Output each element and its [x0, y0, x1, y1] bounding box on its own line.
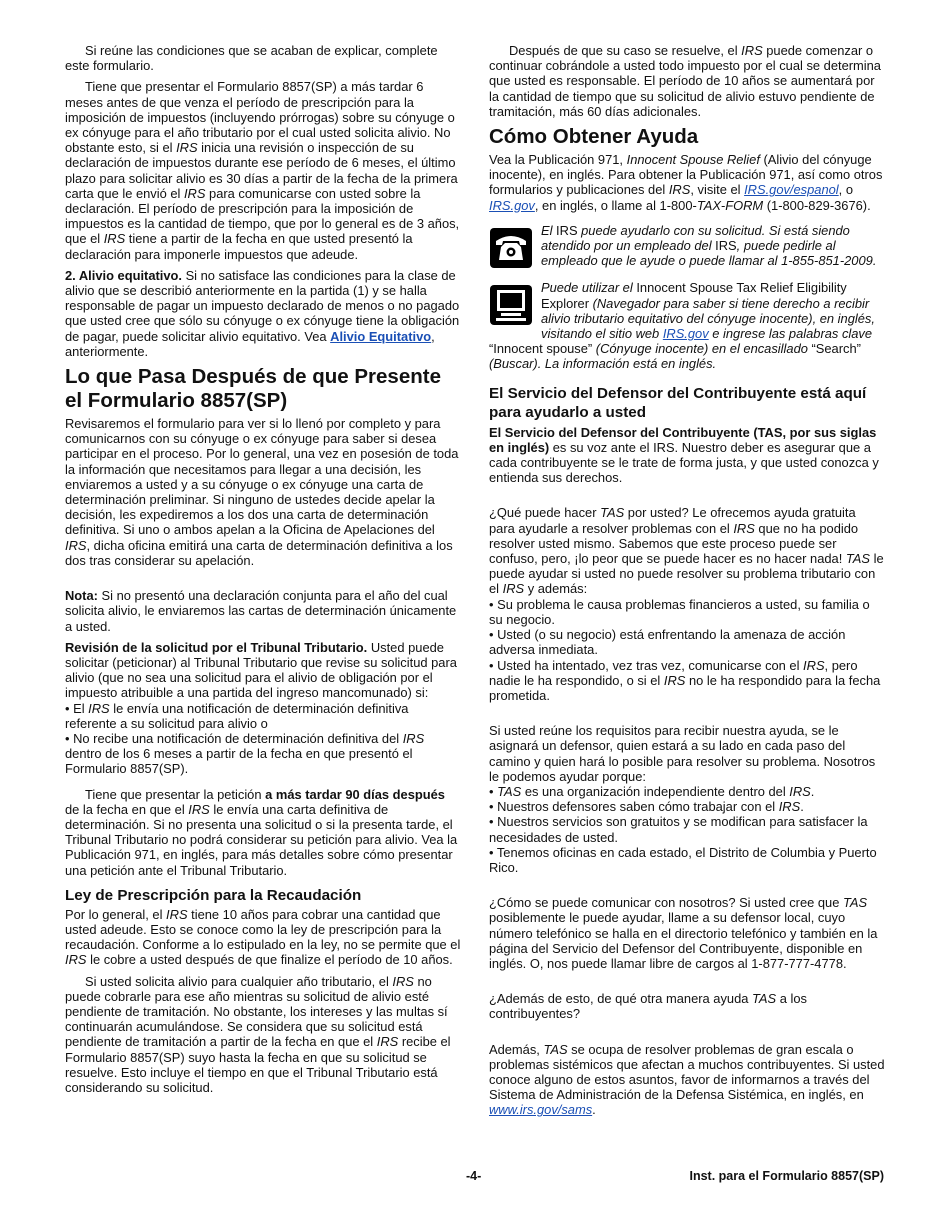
paragraph: Además, TAS se ocupa de resolver problemas de gran escala o problemas sistémicos que afectan a muchos contribuyentes. Si usted conoce alguno de estos asuntos, favor de informarnos a través del Sistema de Administración de la Defensa Sistémica, en inglés, en www.irs.gov/sams. [489, 1041, 885, 1118]
note-paragraph: Nota: Si no presentó una declaración conjunta para el año del cual solicita alivio, le enviaremos las cartas de determinación únicamente a usted. [65, 588, 457, 634]
paragraph: ¿Además de esto, de qué otra manera ayuda TAS a los contribuyentes? [489, 991, 807, 1022]
paragraph: ¿Cómo se puede comunicar con nosotros? Si usted cree que TAS posiblemente le puede ayudar, llame a su defensor local, cuyo número telefónico se halla en el directorio telefónico y también en la página del Servicio del Defensor del Contribuyente, disponible en inglés. O, nos puede llamar libre de cargos al 1-877-777-4778. [489, 895, 878, 971]
paragraph: Si usted reúne los requisitos para recibir nuestra ayuda, se le asignará un defensor, quien estará a su lado en cada paso del camino y quien hará lo posible para resolver su problema. Nosotros le podemos ayudar porque: [489, 723, 876, 784]
bullet-item: • Nuestros defensores saben cómo trabajar con el IRS. [489, 799, 804, 815]
page-number: -4- [466, 1169, 482, 1183]
alivio-equitativo-link[interactable]: Alivio Equitativo [330, 328, 432, 344]
paragraph: Tiene que presentar la petición a más tardar 90 días después de la fecha en que el IRS le envía una carta definitiva de determinación. Si no presenta una solicitud o si la presenta tarde, el Tribunal Tributario no podrá considerar su petición para alivio. Vea la Publicación 971, en inglés, para más detalles sobre cómo presentar una petición ante el Tribunal Tributario. [65, 786, 458, 878]
left-column [65, 43, 462, 1101]
computer-icon [489, 284, 533, 326]
subsection-heading: El Servicio del Defensor del Contribuyente está aquí para ayudarlo a usted [489, 384, 867, 421]
sams-link[interactable]: www.irs.gov/sams [489, 1102, 593, 1118]
bullet-item: • Tenemos oficinas en cada estado, el Distrito de Columbia y Puerto Rico. [489, 844, 877, 875]
irs-espanol-link[interactable]: IRS.gov/espanol [744, 182, 839, 198]
telephone-icon [489, 227, 533, 269]
irs-gov-link[interactable]: IRS.gov [662, 326, 709, 342]
paragraph: Revisión de la solicitud por el Tribunal Tributario. Usted puede solicitar (peticionar) al Tribunal Tributario que revise su solicitud para alivio (que no sea una solicitud para el alivio de obligación por el impuesto atribuible a una partida del ingreso mancomunado) si: [65, 639, 457, 701]
right-column [489, 43, 885, 1124]
paragraph: ¿Qué puede hacer TAS por usted? Le ofrecemos ayuda gratuita para ayudarle a resolver problemas con el IRS que no ha podido resolver usted mismo. Sabemos que este proceso puede ser confuso, pero, ¡lo peor que se puede hacer es no hacer nada! TAS le puede ayudar si usted no puede resolver su problema tributario con el IRS y además: [489, 505, 884, 597]
paragraph: Revisaremos el formulario para ver si lo llenó por completo y para comunicarnos con su cónyuge o ex cónyuge para saber si desea participar en el proceso. Por lo general, una vez en posesión de toda la información que necesitamos para llegar a una decisión, les enviaremos a usted y a su cónyuge o ex cónyuge una carta de determinación preliminar. Si ninguno de ustedes decide apelar la decisión, les expediremos a los dos una carta de determinación definitiva. Si uno o ambos apelan a la Oficina de Apelaciones del IRS, dicha oficina emitirá una carta de determinación definitiva a los dos tras considerar su apelación. [65, 416, 459, 568]
subsection-heading: Ley de Prescripción para la Recaudación [65, 886, 362, 904]
paragraph: El Servicio del Defensor del Contribuyente (TAS, por sus siglas en inglés) es su voz ante el IRS. Nuestro deber es asegurar que a cada contribuyente se le trate de forma justa, y que usted conozca y entienda sus derechos. [489, 424, 879, 486]
paragraph: 2. Alivio equitativo. Si no satisface las condiciones para la clase de alivio que se describió anteriormente en la partida (1) y se halla responsable de pagar un impuesto declarado de menos o no pagado que usted cree que sólo su cónyuge o ex cónyuge tiene la obligación de pagar, puede solicitar alivio equitativo. Vea Alivio Equitativo, anteriormente. [65, 267, 460, 359]
bullet-item: • Usted ha intentado, vez tras vez, comunicarse con el IRS, pero nadie le ha respondido, o si el IRS no le ha respondido para la fecha prometida. [489, 657, 881, 703]
bullet-item: • No recibe una notificación de determinación definitiva del IRS dentro de los 6 meses a partir de la fecha en que presentó el Formulario 8857(SP). [65, 730, 425, 777]
paragraph: Por lo general, el IRS tiene 10 años para cobrar una cantidad que usted adeude. Esto se conoce como la ley de prescripción para la recaudación. Conforme a lo estipulado en la ley, no se permite que el IRS le cobre a usted después de que finalize el período de 10 años. [65, 906, 461, 968]
paragraph: Después de que su caso se resuelve, el IRS puede comenzar o continuar cobrándole a usted todo impuesto por el cual se determina que usted es responsable. El período de 10 años se aumentará por la cantidad de tiempo que su solicitud de alivio estuvo pendiente de tramitación, más 60 días adicionales. [489, 43, 881, 119]
irs-gov-link[interactable]: IRS.gov [489, 197, 535, 213]
footer-title: Inst. para el Formulario 8857(SP) [689, 1169, 884, 1183]
computer-note: Puede utilizar el Innocent Spouse Tax Relief Eligibility Explorer (Navegador para saber si tiene derecho a recibir alivio tributario equitativo del cónyuge inocente), en inglés, visitando el sitio web IRS.gov e ingrese las palabras clave “Innocent spouse” (Cónyuge inocente) en el encasillado “Search” (Buscar). La información está en inglés. [489, 280, 875, 372]
section-heading: Cómo Obtener Ayuda [489, 125, 699, 149]
paragraph: Tiene que presentar el Formulario 8857(SP) a más tardar 6 meses antes de que venza el período de prescripción para la imposición de impuestos (incluyendo prórrogas) sobre su cónyuge o ex cónyuge para el año tributario por el cual usted solicita alivio. No obstante esto, si el IRS inicia una revisión o inspección de su declaración de impuestos durante ese período de 6 meses, el último plazo para solicitar alivio es 30 días a partir de la fecha de la primera carta que le envió el IRS para comunicarse con usted sobre la declaración. El período de prescripción para la imposición de impuestos es la cantidad de tiempo, que por lo general es de 3 años, que el IRS tiene a partir de la fecha en que usted presentó la declaración para imponerle impuestos que adeude. [65, 79, 460, 262]
section-heading: Lo que Pasa Después de que Presente el Formulario 8857(SP) [65, 365, 441, 413]
phone-note: El IRS puede ayudarlo con su solicitud. Si está siendo atendido por un empleado del IRS, puede pedirle al empleado que le ayude o puede llamar al 1-855-851-2009. [489, 223, 885, 269]
bullet-item: • TAS es una organización independiente dentro del IRS. [489, 783, 815, 799]
bullet-item: • Su problema le causa problemas financieros a usted, su familia o su negocio. [489, 596, 870, 627]
paragraph: Si reúne las condiciones que se acaban de explicar, complete este formulario. [65, 43, 438, 74]
paragraph: Si usted solicita alivio para cualquier año tributario, el IRS no puede cobrarle para ese año mientras su solicitud de alivio esté pendiente de tramitación. No obstante, los intereses y las multas sí continuarán acumulándose. Se considera que su solicitud está pendiente de tramitación a partir de la fecha en que el IRS recibe el Formulario 8857(SP) suyo hasta la fecha en que su solicitud se resuelve. Esto incluye el tiempo en que el Tribunal Tributario está considerando su solicitud. [65, 973, 451, 1095]
bullet-item: • El IRS le envía una notificación de determinación definitiva referente a su solicitud para alivio o [65, 700, 409, 731]
bullet-item: • Nuestros servicios son gratuitos y se modifican para satisfacer la necesidades de usted. [489, 814, 868, 845]
bullet-item: • Usted (o su negocio) está enfrentando la amenaza de acción adversa inmediata. [489, 627, 846, 658]
paragraph: Vea la Publicación 971, Innocent Spouse Relief (Alivio del cónyuge inocente), en inglés. Para obtener la Publicación 971, así como otros formularios y publicaciones del IRS, visite el IRS.gov/espanol, o IRS.gov, en inglés, o llame al 1-800-TAX-FORM (1-800-829-3676). [489, 152, 883, 213]
